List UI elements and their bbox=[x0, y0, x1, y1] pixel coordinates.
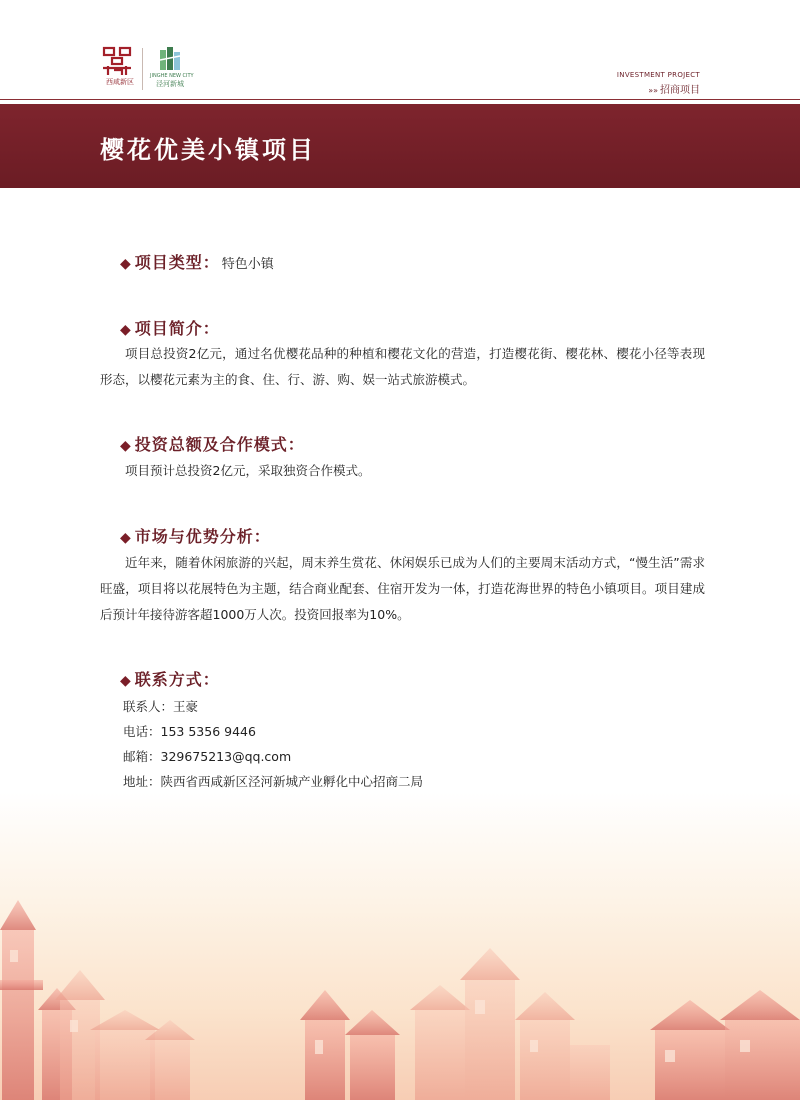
page-title: 樱花优美小镇项目 bbox=[100, 135, 316, 164]
project-intro-heading bbox=[120, 316, 220, 339]
project-type-label: 项目类型： bbox=[134, 253, 220, 272]
xixian-logo-text: 西咸新区 bbox=[106, 78, 134, 86]
section-label-cn-text: 招商项目 bbox=[660, 85, 700, 96]
jinghe-logo-en: JINGHE NEW CITY bbox=[150, 73, 194, 79]
header-divider bbox=[0, 99, 800, 100]
investment-heading bbox=[120, 432, 305, 455]
contact-phone: 电话：153 5356 9446 bbox=[123, 724, 256, 739]
market-label: 市场与优势分析： bbox=[134, 527, 271, 546]
jinghe-logo-icon bbox=[158, 46, 182, 72]
investment-label: 投资总额及合作模式： bbox=[134, 435, 305, 454]
page-header bbox=[0, 0, 800, 110]
market-heading bbox=[120, 524, 271, 547]
investment-text: 项目预计总投资2亿元，采取独资合作模式。 bbox=[125, 463, 371, 478]
project-intro-label: 项目简介： bbox=[134, 319, 220, 338]
diamond-bullet-icon: ◆ bbox=[120, 673, 132, 689]
market-text: 近年来，随着休闲旅游的兴起，周末养生赏花、休闲娱乐已成为人们的主要周末活动方式，“慢生活”需求旺盛，项目将以花展特色为主题，结合商业配套、住宿开发为一体，打造花海世界的特色小镇项目。项目建成后预计年接待游客超1000万人次。投资回报率为10%。 bbox=[100, 555, 705, 622]
contact-email[interactable]: 邮箱：329675213@qq.com bbox=[123, 749, 292, 764]
contact-heading bbox=[120, 667, 220, 690]
jinghe-logo-cn: 泾河新城 bbox=[156, 80, 184, 88]
project-intro-text: 项目总投资2亿元，通过名优樱花品种的种植和樱花文化的营造，打造樱花街、樱花林、樱花小径等表现形态，以樱花元素为主的食、住、行、游、购、娱一站式旅游模式。 bbox=[100, 346, 705, 387]
xixian-logo-icon bbox=[100, 46, 140, 76]
diamond-bullet-icon: ◆ bbox=[120, 322, 132, 338]
diamond-bullet-icon: ◆ bbox=[120, 256, 132, 272]
xixian-logo bbox=[100, 46, 140, 87]
contact-person: 联系人：王豪 bbox=[123, 699, 199, 714]
contact-label: 联系方式： bbox=[134, 670, 220, 689]
project-type-heading bbox=[120, 250, 274, 273]
diamond-bullet-icon: ◆ bbox=[120, 438, 132, 454]
diamond-bullet-icon: ◆ bbox=[120, 530, 132, 546]
town-skyline-illustration bbox=[0, 870, 800, 1100]
logo-divider bbox=[142, 48, 143, 90]
section-label-en: INVESTMENT PROJECT bbox=[616, 71, 700, 79]
project-type-value: 特色小镇 bbox=[221, 257, 274, 272]
contact-address: 地址：陕西省西咸新区泾河新城产业孵化中心招商二局 bbox=[123, 774, 424, 789]
section-label-cn bbox=[648, 81, 700, 96]
double-chevron-icon: »» bbox=[648, 86, 658, 95]
jinghe-logo bbox=[150, 46, 194, 89]
